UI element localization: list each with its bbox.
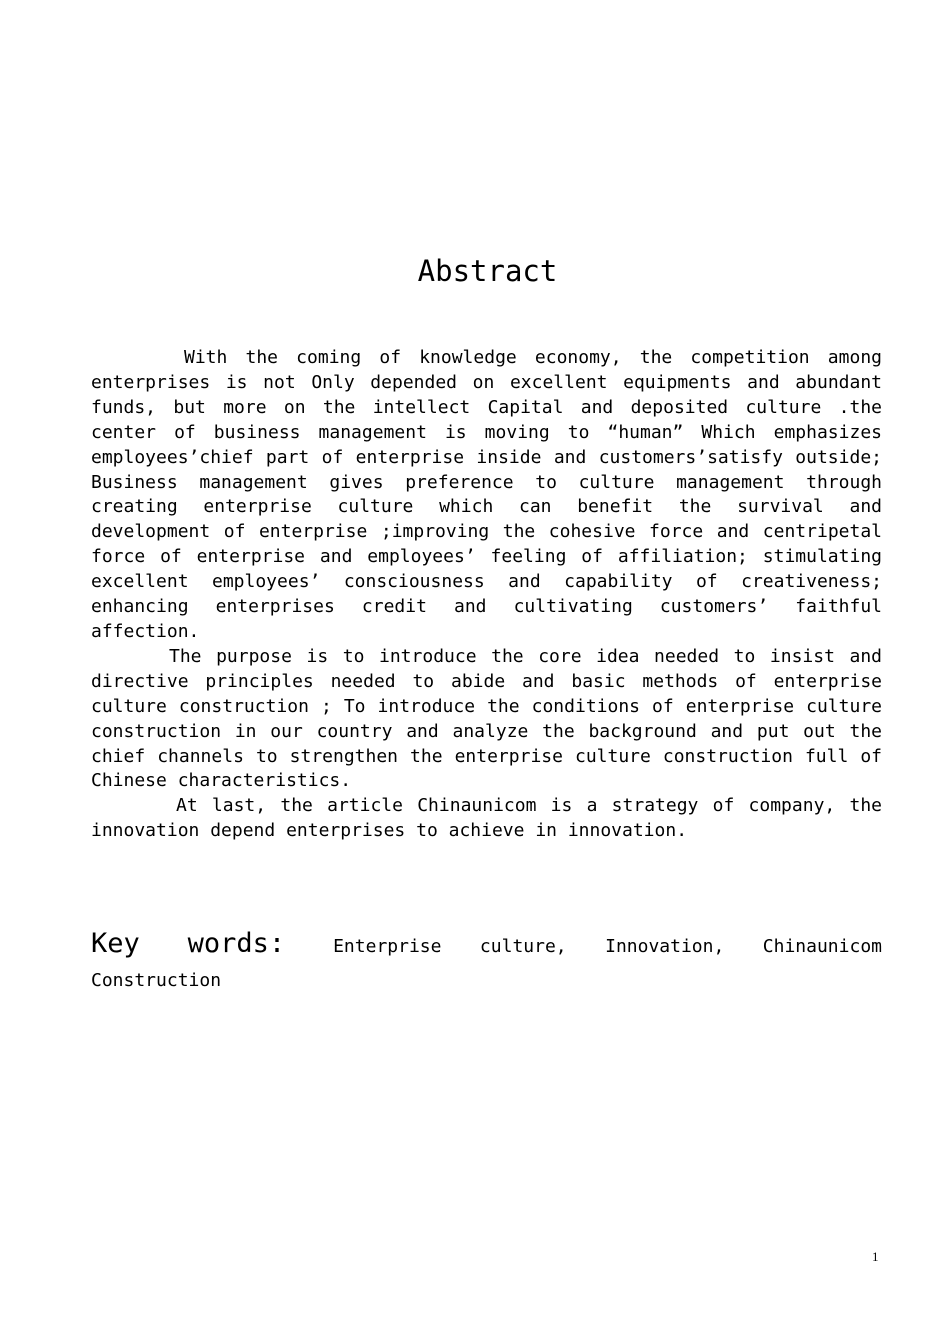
abstract-paragraph-3: At last, the article Chinaunicom is a strategy of company, the innovation depend enterprises to achieve in innovation. xyxy=(91,795,882,842)
page-title: Abstract xyxy=(417,254,558,288)
keywords-block xyxy=(91,927,882,998)
keywords-list: Enterprise culture, Innovation, Chinaunicom Construction xyxy=(91,936,882,991)
abstract-paragraph-2: The purpose is to introduce the core idea needed to insist and directive principles needed to abide and basic methods of enterprise culture construction ; To introduce the conditions of enterprise culture construction in our country and analyze the background and put out the chief channels to strengthen the enterprise culture construction full of Chinese characteristics. xyxy=(91,645,882,792)
keywords-label: Key words: xyxy=(91,928,334,959)
abstract-body xyxy=(91,346,882,844)
page-number: 1 xyxy=(872,1249,879,1264)
abstract-paragraph-1: With the coming of knowledge economy, the competition among enterprises is not Only depended on excellent equipments and abundant funds, but more on the intellect Capital and deposited culture .the center of business management is moving to “human” Which emphasizes employees’chief part of enterprise inside and customers’satisfy outside; Business management gives preference to culture management through creating enterprise culture which can benefit the survival and development of enterprise ;improving the cohesive force and centripetal force of enterprise and employees’ feeling of affiliation; stimulating excellent employees’ consciousness and capability of creativeness; enhancing enterprises credit and cultivating customers’ faithful affection. xyxy=(91,347,882,642)
